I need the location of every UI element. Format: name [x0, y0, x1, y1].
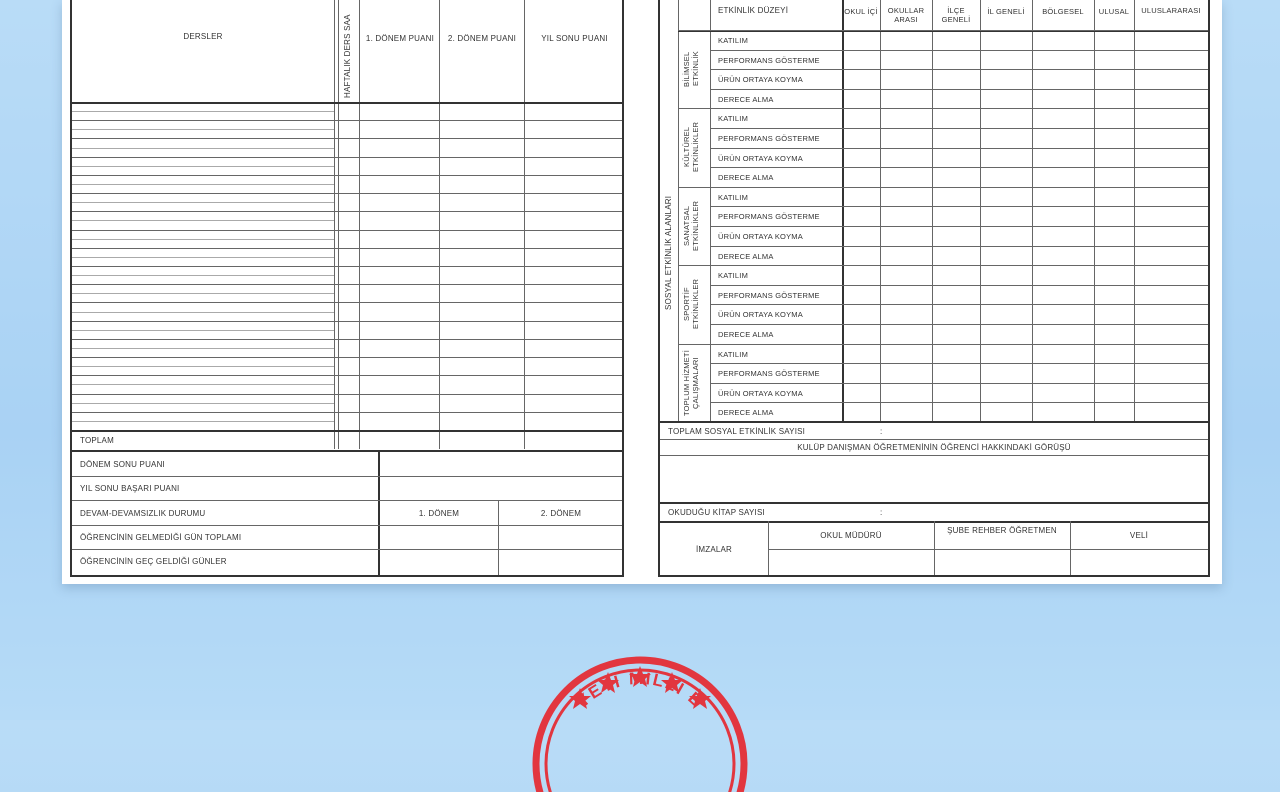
level-header: ULUSAL — [1098, 7, 1130, 16]
course-row-line — [72, 321, 622, 322]
course-row-line — [72, 175, 622, 176]
course-row-line — [72, 193, 622, 194]
course-row-subline — [72, 312, 334, 313]
course-row-line — [72, 357, 622, 358]
total-social-label: TOPLAM SOSYAL ETKİNLİK SAYISI — [668, 427, 806, 436]
course-row-line — [72, 266, 622, 267]
course-row-line — [72, 157, 622, 158]
activity-item: PERFORMANS GÖSTERME — [718, 291, 820, 300]
ministry-seal-icon — [528, 652, 752, 792]
svg-text:YETİ MİLLİ E — [573, 669, 707, 712]
course-row-subline — [72, 293, 334, 294]
activity-item: ÜRÜN ORTAYA KOYMA — [718, 154, 803, 163]
category-label: TOPLUM HİZMETİ ÇALIŞMALARI — [682, 350, 700, 416]
level-header: İL GENELİ — [987, 7, 1025, 16]
activity-item: PERFORMANS GÖSTERME — [718, 369, 820, 378]
activity-level-label: ETKİNLİK DÜZEYİ — [718, 6, 789, 15]
activity-item: DERECE ALMA — [718, 408, 774, 417]
activity-row-line — [710, 383, 1208, 384]
level-header: OKUL İÇİ — [844, 7, 878, 16]
total-social-colon: : — [880, 427, 883, 436]
category-separator — [678, 344, 1208, 345]
books-read-label: OKUDUĞU KİTAP SAYISI — [668, 508, 765, 517]
activity-row-line — [710, 226, 1208, 227]
level-header: ULUSLARARASI — [1141, 6, 1201, 15]
activity-item: DERECE ALMA — [718, 252, 774, 261]
course-row-line — [72, 412, 622, 413]
category-label: BİLİMSEL ETKİNLİK — [682, 51, 700, 87]
category-separator — [678, 108, 1208, 109]
course-row-subline — [72, 330, 334, 331]
activity-item: KATILIM — [718, 114, 749, 123]
club-opinion-label: KULÜP DANIŞMAN ÖĞRETMENİNİN ÖĞRENCİ HAKKINDAKİ GÖRÜŞÜ — [797, 443, 1071, 452]
activity-item: ÜRÜN ORTAYA KOYMA — [718, 389, 803, 398]
weekly-hours-header: HAFTALIK DERS SAA — [343, 14, 352, 98]
signatures-label: İMZALAR — [695, 545, 733, 554]
activity-item: PERFORMANS GÖSTERME — [718, 134, 820, 143]
seal-text: YETİ MİLLİ E — [573, 668, 707, 712]
course-row-line — [72, 120, 622, 121]
course-row-line — [72, 339, 622, 340]
level-header: BÖLGESEL — [1042, 7, 1084, 16]
social-activities-table — [658, 0, 1210, 577]
course-row-subline — [72, 366, 334, 367]
level-header: İLÇE GENELİ — [941, 6, 971, 24]
course-row-subline — [72, 384, 334, 385]
year-end-success-label: YIL SONU BAŞARI PUANI — [80, 484, 180, 493]
course-row-line — [72, 375, 622, 376]
activity-item: DERECE ALMA — [718, 173, 774, 182]
activity-row-line — [710, 246, 1208, 247]
category-label: SPORTİF ETKİNLİKLER — [682, 278, 700, 330]
activity-row-line — [710, 50, 1208, 51]
books-read-colon: : — [880, 508, 883, 517]
course-row-subline — [72, 239, 334, 240]
category-separator — [678, 187, 1208, 188]
courses-header: DERSLER — [183, 32, 223, 41]
category-label: SANATSAL ETKİNLİKLER — [682, 200, 700, 252]
attendance-term2: 2. DÖNEM — [540, 509, 582, 518]
activity-item: KATILIM — [718, 193, 749, 202]
activity-row-line — [710, 324, 1208, 325]
category-separator — [678, 30, 1208, 31]
social-area-title: SOSYAL ETKİNLİK ALANLARI — [664, 195, 673, 310]
course-row-subline — [72, 148, 334, 149]
course-row-subline — [72, 403, 334, 404]
attendance-label: DEVAM-DEVAMSIZLIK DURUMU — [80, 509, 206, 518]
term-end-score-label: DÖNEM SONU PUANI — [80, 460, 165, 469]
activity-item: DERECE ALMA — [718, 330, 774, 339]
late-days-label: ÖĞRENCİNİN GEÇ GELDİĞİ GÜNLER — [80, 557, 227, 566]
activity-item: KATILIM — [718, 350, 749, 359]
activity-item: DERECE ALMA — [718, 95, 774, 104]
year-end-header: YIL SONU PUANI — [541, 34, 608, 43]
report-card-sheet — [62, 0, 1222, 584]
counselor-label: ŞUBE REHBER ÖĞRETMEN — [947, 526, 1057, 535]
course-row-subline — [72, 184, 334, 185]
activity-item: PERFORMANS GÖSTERME — [718, 56, 820, 65]
activity-item: ÜRÜN ORTAYA KOYMA — [718, 232, 803, 241]
absent-days-label: ÖĞRENCİNİN GELMEDİĞİ GÜN TOPLAMI — [80, 533, 242, 542]
activity-row-line — [710, 285, 1208, 286]
course-row-subline — [72, 220, 334, 221]
course-row-line — [72, 302, 622, 303]
term2-header: 2. DÖNEM PUANI — [447, 34, 517, 43]
course-row-subline — [72, 421, 334, 422]
course-row-subline — [72, 166, 334, 167]
course-row-subline — [72, 257, 334, 258]
course-row-subline — [72, 111, 334, 112]
activity-row-line — [710, 89, 1208, 90]
activity-row-line — [710, 363, 1208, 364]
category-separator — [678, 265, 1208, 266]
course-row-subline — [72, 129, 334, 130]
course-row-subline — [72, 348, 334, 349]
activity-row-line — [710, 304, 1208, 305]
activity-row-line — [710, 167, 1208, 168]
course-row-subline — [72, 275, 334, 276]
activity-row-line — [710, 206, 1208, 207]
term1-header: 1. DÖNEM PUANI — [365, 34, 435, 43]
course-row-line — [72, 394, 622, 395]
principal-label: OKUL MÜDÜRÜ — [820, 531, 882, 540]
total-label: TOPLAM — [80, 436, 114, 445]
course-row-line — [72, 230, 622, 231]
activity-row-line — [710, 402, 1208, 403]
activity-item: KATILIM — [718, 271, 749, 280]
activity-item: KATILIM — [718, 36, 749, 45]
activity-row-line — [710, 69, 1208, 70]
course-row-line — [72, 138, 622, 139]
activity-item: PERFORMANS GÖSTERME — [718, 212, 820, 221]
level-header: OKULLAR ARASI — [887, 6, 925, 24]
parent-label: VELİ — [1129, 531, 1149, 540]
attendance-term1: 1. DÖNEM — [418, 509, 460, 518]
activity-item: ÜRÜN ORTAYA KOYMA — [718, 310, 803, 319]
course-row-subline — [72, 202, 334, 203]
activity-item: ÜRÜN ORTAYA KOYMA — [718, 75, 803, 84]
course-row-line — [72, 284, 622, 285]
category-label: KÜLTÜREL ETKİNLİKLER — [682, 121, 700, 173]
course-row-line — [72, 248, 622, 249]
activity-row-line — [710, 148, 1208, 149]
activity-row-line — [710, 128, 1208, 129]
course-row-line — [72, 211, 622, 212]
